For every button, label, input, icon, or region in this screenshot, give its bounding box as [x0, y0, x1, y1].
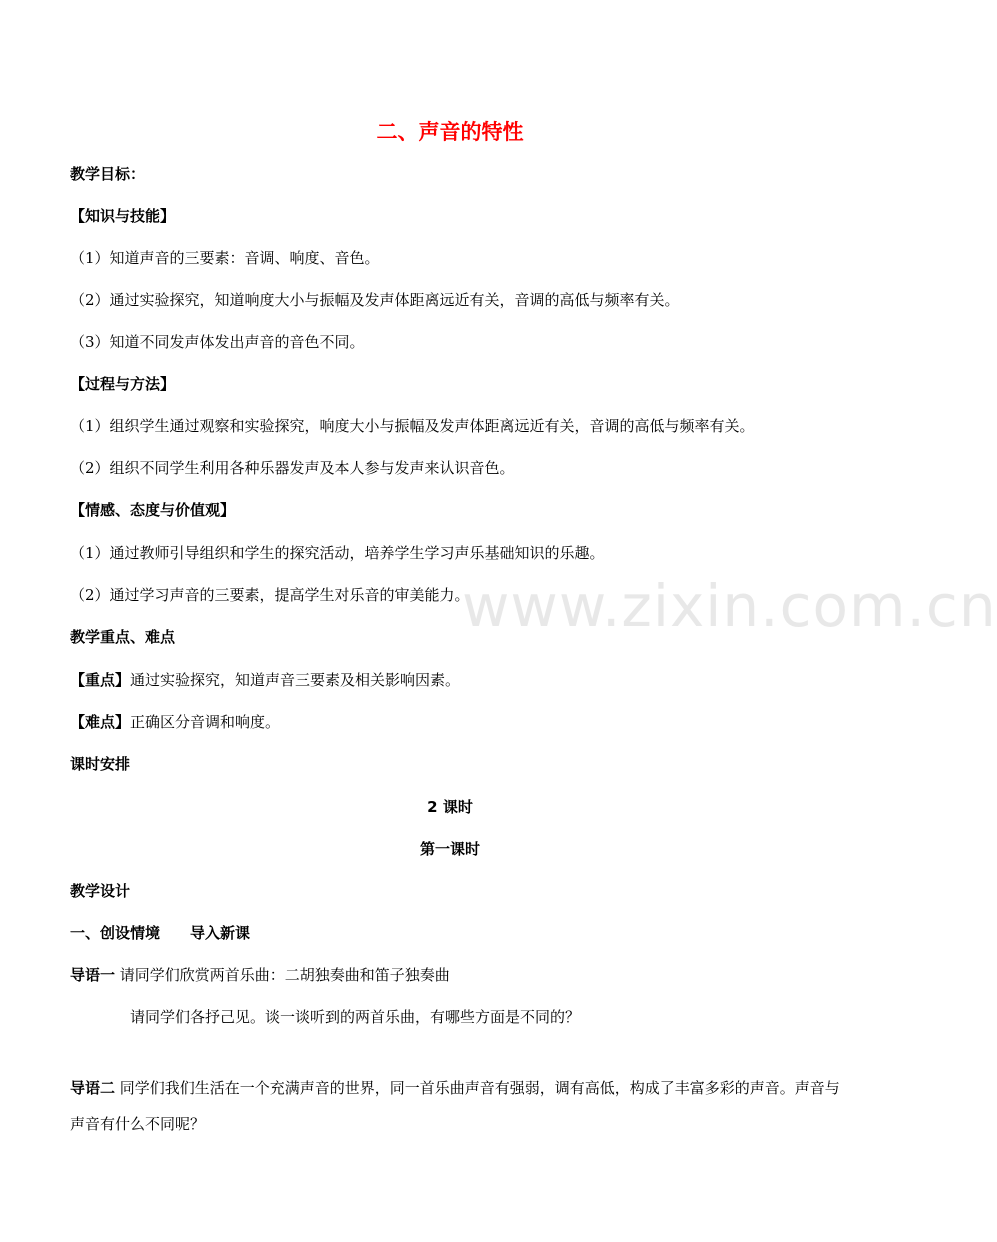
difficult-point [70, 712, 280, 732]
intro-1-text: 请同学们欣赏两首乐曲：二胡独奏曲和笛子独奏曲 [119, 966, 450, 984]
watermark: www.zixin.com.cn [462, 572, 997, 640]
schedule-heading: 课时安排 [70, 755, 131, 773]
emotion-item-2: （2）通过学习声音的三要素，提高学生对乐音的审美能力。 [70, 586, 470, 604]
knowledge-item-1: （1）知道声音的三要素：音调、响度、音色。 [70, 249, 380, 267]
knowledge-item-3: （3）知道不同发声体发出声音的音色不同。 [70, 333, 365, 351]
intro-1-follow: 请同学们各抒己见。谈一谈听到的两首乐曲，有哪些方面是不同的？ [130, 1008, 581, 1026]
emotion-heading: 【情感、态度与价值观】 [70, 501, 236, 519]
key-point-label: 【重点】 [70, 671, 131, 689]
difficult-point-label: 【难点】 [70, 713, 131, 731]
difficult-point-text: 正确区分音调和响度。 [130, 713, 281, 731]
first-lesson-heading: 第一课时 [419, 840, 480, 858]
knowledge-item-2: （2）通过实验探究，知道响度大小与振幅及发声体距离远近有关，音调的高低与频率有关。 [70, 291, 680, 309]
process-item-1: （1）组织学生通过观察和实验探究，响度大小与振幅及发声体距离远近有关，音调的高低与频率有关。 [70, 417, 755, 435]
intro-2-label: 导语二 [70, 1079, 116, 1097]
design-heading: 教学设计 [70, 882, 131, 900]
intro-1-label: 导语一 [70, 966, 116, 984]
process-item-2: （2）组织不同学生利用各种乐器发声及本人参与发声来认识音色。 [70, 459, 515, 477]
intro-2-text: 同学们我们生活在一个充满声音的世界，同一首乐曲声音有强弱，调有高低，构成了丰富多彩的声音。声音与声音有什么不同呢？ [70, 1079, 840, 1133]
emotion-item-1: （1）通过教师引导组织和学生的探究活动，培养学生学习声乐基础知识的乐趣。 [70, 544, 605, 562]
section-1-part-1: 一、创设情境 [70, 924, 161, 942]
objectives-heading: 教学目标： [70, 165, 146, 183]
key-point [70, 670, 460, 690]
section-1-part-2: 导入新课 [190, 924, 251, 942]
knowledge-heading: 【知识与技能】 [70, 207, 176, 225]
section-1-heading [70, 923, 250, 943]
key-difficult-heading: 教学重点、难点 [70, 628, 176, 646]
lesson-hours: 2 课时 [427, 798, 473, 816]
process-heading: 【过程与方法】 [70, 375, 176, 393]
page-title: 二、声音的特性 [376, 120, 524, 144]
intro-1 [70, 965, 450, 985]
key-point-text: 通过实验探究，知道声音三要素及相关影响因素。 [130, 671, 461, 689]
intro-2 [70, 1070, 840, 1142]
